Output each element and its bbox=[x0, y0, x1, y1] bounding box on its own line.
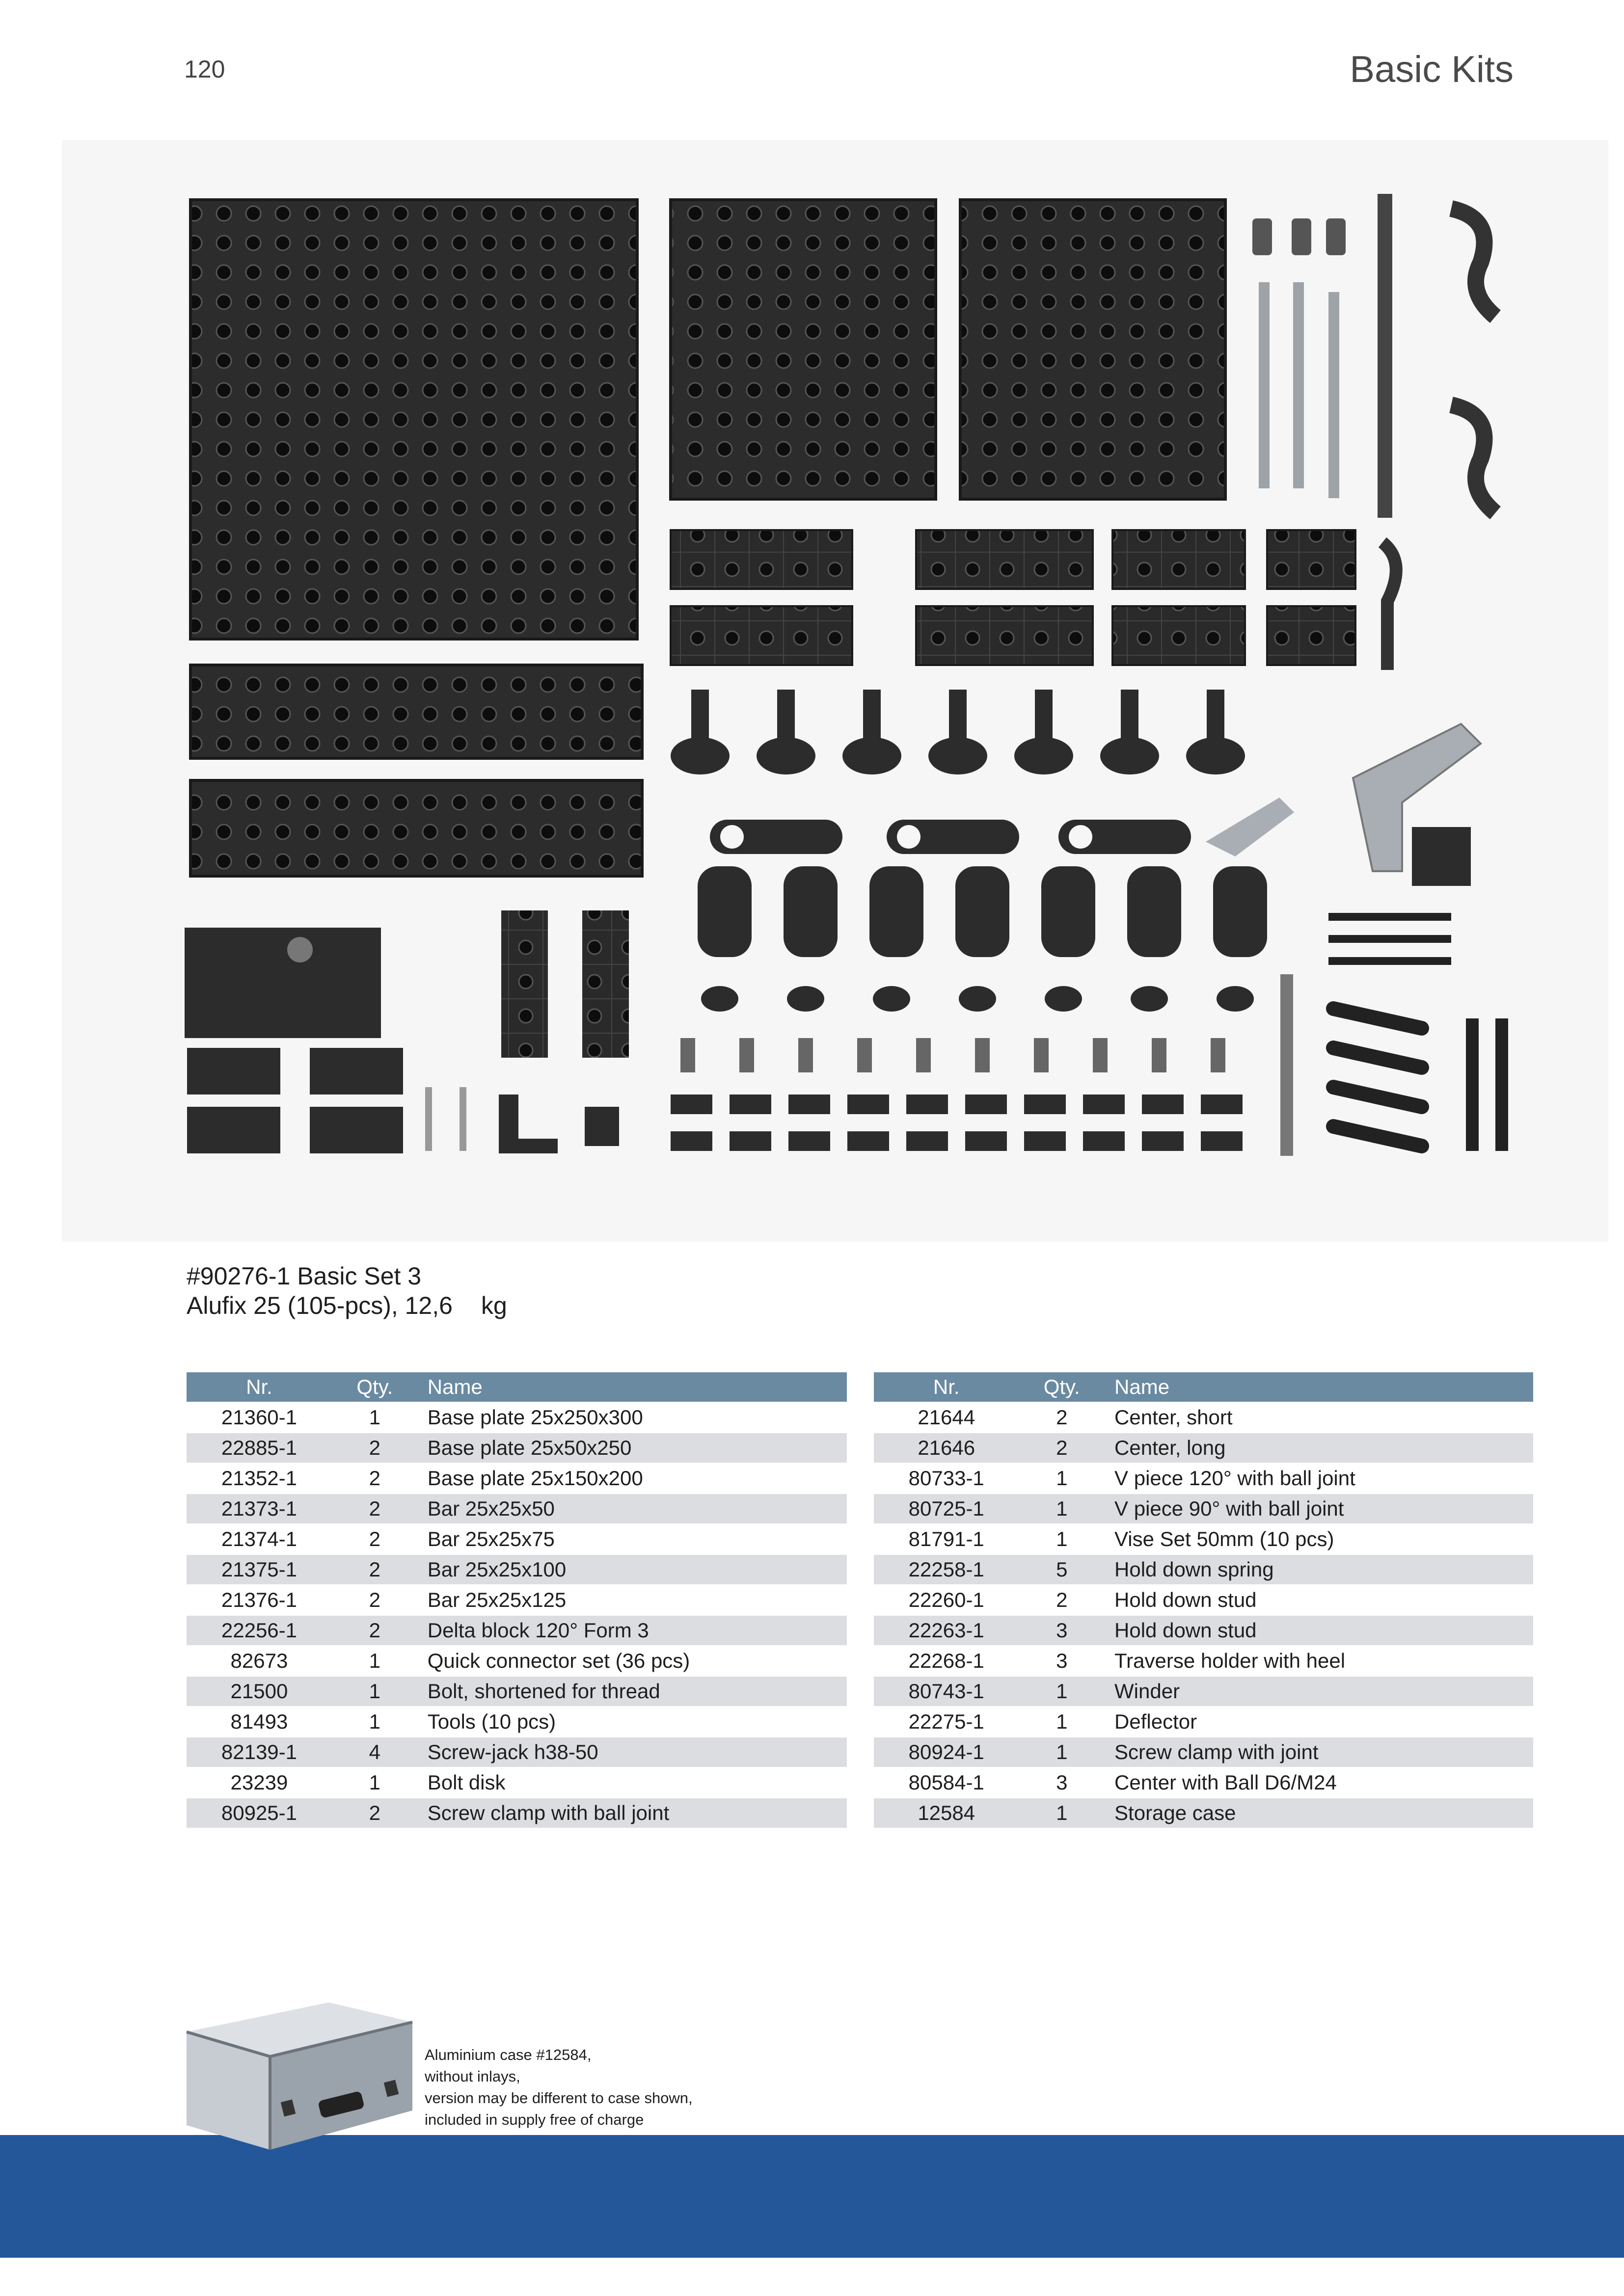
table-row bbox=[187, 1433, 847, 1463]
quick-connector-a-2 bbox=[730, 1095, 771, 1114]
part-name-cell: Center with Ball D6/M24 bbox=[1105, 1767, 1533, 1798]
parts-table-left bbox=[187, 1372, 847, 1828]
swivel-hole-2 bbox=[897, 825, 920, 849]
part-number-cell: 21352-1 bbox=[187, 1463, 332, 1494]
quick-connector-b-9 bbox=[1142, 1131, 1184, 1151]
quantity-cell: 1 bbox=[1019, 1707, 1105, 1737]
part-number-cell: 80925-1 bbox=[187, 1798, 332, 1828]
part-number-cell: 12584 bbox=[874, 1798, 1019, 1828]
quantity-cell: 1 bbox=[1019, 1798, 1105, 1828]
hold-down-spring-4 bbox=[857, 1038, 872, 1072]
part-name-cell: Base plate 25x50x250 bbox=[418, 1433, 847, 1463]
table-row bbox=[874, 1463, 1533, 1494]
hold-down-stud-6 bbox=[1131, 986, 1168, 1012]
screw-jack-2 bbox=[784, 866, 838, 957]
quick-connector-b-8 bbox=[1083, 1131, 1125, 1151]
column-header-nr: Nr. bbox=[187, 1372, 332, 1402]
quantity-cell: 5 bbox=[1019, 1554, 1105, 1585]
part-name-cell: Tools (10 pcs) bbox=[418, 1707, 847, 1737]
quantity-cell: 2 bbox=[332, 1433, 418, 1463]
pin-stem-1 bbox=[691, 690, 709, 744]
part-name-cell: Bar 25x25x75 bbox=[418, 1524, 847, 1554]
bar-1 bbox=[671, 530, 852, 589]
part-name-cell: Winder bbox=[1105, 1676, 1533, 1707]
parts-table-right-body bbox=[874, 1402, 1533, 1828]
pin-stem-3 bbox=[863, 690, 881, 744]
table-row bbox=[874, 1494, 1533, 1524]
quantity-cell: 1 bbox=[1019, 1676, 1105, 1707]
wrench-bar bbox=[1378, 194, 1392, 518]
set-title: #90276-1 Basic Set 3 bbox=[187, 1262, 422, 1290]
bar-6 bbox=[916, 606, 1093, 665]
part-name-cell: Hold down stud bbox=[1105, 1615, 1533, 1646]
table-row bbox=[874, 1433, 1533, 1463]
table-row bbox=[874, 1524, 1533, 1554]
section-title: Basic Kits bbox=[1350, 49, 1514, 90]
tool-bit-2 bbox=[1292, 218, 1311, 255]
part-number-cell: 80584-1 bbox=[874, 1767, 1019, 1798]
hold-down-spring-6 bbox=[975, 1038, 990, 1072]
clamp-lever-2 bbox=[1333, 1048, 1422, 1068]
part-name-cell: Quick connector set (36 pcs) bbox=[418, 1646, 847, 1676]
table-row bbox=[187, 1585, 847, 1615]
set-description: Alufix 25 (105-pcs), 12,6 bbox=[187, 1292, 453, 1319]
part-number-cell: 82139-1 bbox=[187, 1737, 332, 1767]
table-row bbox=[187, 1402, 847, 1433]
aluminium-case-image bbox=[182, 1993, 417, 2182]
base-plate-medium-2 bbox=[960, 200, 1225, 499]
part-name-cell: V piece 120° with ball joint bbox=[1105, 1463, 1533, 1494]
quick-connector-b-1 bbox=[671, 1131, 712, 1151]
tool-bit-3 bbox=[1326, 218, 1346, 255]
center-long-2 bbox=[1495, 1018, 1508, 1151]
v-block-1 bbox=[187, 1048, 280, 1095]
table-row bbox=[874, 1402, 1533, 1433]
hold-down-spring-10 bbox=[1211, 1038, 1225, 1072]
table-row bbox=[874, 1646, 1533, 1676]
vise bbox=[185, 928, 381, 1038]
case-note-line-1: Aluminium case #12584, bbox=[425, 2046, 592, 2063]
hold-down-spring-2 bbox=[739, 1038, 754, 1072]
hook-spanner bbox=[1451, 209, 1495, 513]
delta-block-2 bbox=[582, 910, 629, 1058]
kit-components-illustration bbox=[62, 140, 1608, 1242]
part-name-cell: Base plate 25x150x200 bbox=[418, 1463, 847, 1494]
table-row bbox=[187, 1767, 847, 1798]
delta-block-1 bbox=[501, 910, 548, 1058]
bar-7 bbox=[1112, 606, 1245, 665]
hold-down-spring-5 bbox=[916, 1038, 931, 1072]
part-number-cell: 80725-1 bbox=[874, 1494, 1019, 1524]
base-plate-strip-1 bbox=[190, 665, 642, 758]
quantity-cell: 3 bbox=[1019, 1767, 1105, 1798]
vise-knob bbox=[287, 937, 313, 962]
pin-base-4 bbox=[928, 737, 987, 774]
table-header-row bbox=[874, 1372, 1533, 1402]
tool-rod-1 bbox=[1259, 282, 1270, 488]
table-row bbox=[187, 1554, 847, 1585]
part-number-cell: 82673 bbox=[187, 1646, 332, 1676]
quantity-cell: 1 bbox=[332, 1676, 418, 1707]
table-row bbox=[187, 1615, 847, 1646]
part-name-cell: Storage case bbox=[1105, 1798, 1533, 1828]
hold-down-stud-5 bbox=[1045, 986, 1082, 1012]
table-row bbox=[874, 1615, 1533, 1646]
pin-rod-2 bbox=[460, 1087, 466, 1151]
quick-connector-a-9 bbox=[1142, 1095, 1184, 1114]
quantity-cell: 2 bbox=[332, 1615, 418, 1646]
quantity-cell: 1 bbox=[332, 1767, 418, 1798]
column-header-nr: Nr. bbox=[874, 1372, 1019, 1402]
table-row bbox=[187, 1737, 847, 1767]
case-note-line-4: included in supply free of charge bbox=[425, 2111, 644, 2128]
v-block-2 bbox=[310, 1048, 403, 1095]
part-name-cell: Delta block 120° Form 3 bbox=[418, 1615, 847, 1646]
column-header-name: Name bbox=[1105, 1372, 1533, 1402]
table-row bbox=[187, 1798, 847, 1828]
base-plate-medium-1 bbox=[671, 200, 936, 499]
clamp-lever-3 bbox=[1333, 1087, 1422, 1107]
case-icon bbox=[182, 1993, 417, 2179]
traverse-rod-3 bbox=[1328, 957, 1451, 965]
part-name-cell: Deflector bbox=[1105, 1707, 1533, 1737]
quick-connector-a-5 bbox=[906, 1095, 948, 1114]
screw-clamp-block bbox=[1412, 827, 1471, 886]
pin-base-2 bbox=[757, 737, 815, 774]
quantity-cell: 3 bbox=[1019, 1615, 1105, 1646]
center-long-1 bbox=[1466, 1018, 1479, 1151]
screw-jack-5 bbox=[1041, 866, 1095, 957]
part-name-cell: Bar 25x25x100 bbox=[418, 1554, 847, 1585]
quantity-cell: 2 bbox=[332, 1585, 418, 1615]
part-number-cell: 81791-1 bbox=[874, 1524, 1019, 1554]
quantity-cell: 2 bbox=[332, 1554, 418, 1585]
table-row bbox=[874, 1707, 1533, 1737]
part-name-cell: Hold down stud bbox=[1105, 1585, 1533, 1615]
quick-connector-b-7 bbox=[1024, 1131, 1066, 1151]
pin-base-1 bbox=[671, 737, 730, 774]
quick-connector-b-10 bbox=[1201, 1131, 1243, 1151]
quick-connector-a-10 bbox=[1201, 1095, 1243, 1114]
column-header-qty: Qty. bbox=[332, 1372, 418, 1402]
screw-jack-3 bbox=[869, 866, 923, 957]
pin-base-6 bbox=[1100, 737, 1159, 774]
quick-connector-b-2 bbox=[730, 1131, 771, 1151]
quick-connector-a-1 bbox=[671, 1095, 712, 1114]
table-row bbox=[187, 1646, 847, 1676]
hold-down-spring-7 bbox=[1034, 1038, 1049, 1072]
hold-down-stud-4 bbox=[959, 986, 996, 1012]
v-block-3 bbox=[187, 1107, 280, 1153]
part-number-cell: 21360-1 bbox=[187, 1402, 332, 1433]
part-number-cell: 21644 bbox=[874, 1402, 1019, 1433]
part-number-cell: 21373-1 bbox=[187, 1494, 332, 1524]
hold-down-stud-1 bbox=[701, 986, 738, 1012]
screw-jack-7 bbox=[1213, 866, 1267, 957]
hold-down-spring-3 bbox=[798, 1038, 813, 1072]
part-name-cell: V piece 90° with ball joint bbox=[1105, 1494, 1533, 1524]
quantity-cell: 1 bbox=[1019, 1463, 1105, 1494]
bar-4 bbox=[1267, 530, 1355, 589]
hold-down-stud-3 bbox=[873, 986, 910, 1012]
quick-connector-b-6 bbox=[965, 1131, 1007, 1151]
weight-unit: kg bbox=[481, 1292, 507, 1319]
page-number: 120 bbox=[184, 55, 225, 83]
bar-3 bbox=[1112, 530, 1245, 589]
part-number-cell: 22256-1 bbox=[187, 1615, 332, 1646]
quantity-cell: 2 bbox=[332, 1524, 418, 1554]
screw-jack-4 bbox=[955, 866, 1009, 957]
part-name-cell: Center, short bbox=[1105, 1402, 1533, 1433]
clamp-lever-1 bbox=[1333, 1009, 1422, 1028]
swivel-hole-3 bbox=[1069, 825, 1092, 849]
base-plate-large bbox=[190, 200, 637, 639]
part-number-cell: 80733-1 bbox=[874, 1463, 1019, 1494]
column-header-name: Name bbox=[418, 1372, 847, 1402]
part-number-cell: 22268-1 bbox=[874, 1646, 1019, 1676]
v-block-4 bbox=[310, 1107, 403, 1153]
quantity-cell: 3 bbox=[1019, 1646, 1105, 1676]
part-number-cell: 22258-1 bbox=[874, 1554, 1019, 1585]
pin-stem-6 bbox=[1121, 690, 1138, 744]
part-name-cell: Vise Set 50mm (10 pcs) bbox=[1105, 1524, 1533, 1554]
part-number-cell: 21500 bbox=[187, 1676, 332, 1707]
quantity-cell: 1 bbox=[1019, 1737, 1105, 1767]
pin-stem-7 bbox=[1207, 690, 1224, 744]
part-number-cell: 21646 bbox=[874, 1433, 1019, 1463]
pin-base-3 bbox=[842, 737, 901, 774]
quantity-cell: 1 bbox=[1019, 1524, 1105, 1554]
pin-rod-1 bbox=[425, 1087, 432, 1151]
case-note-line-2: without inlays, bbox=[425, 2068, 520, 2085]
part-number-cell: 21374-1 bbox=[187, 1524, 332, 1554]
part-name-cell: Screw-jack h38-50 bbox=[418, 1737, 847, 1767]
quantity-cell: 2 bbox=[332, 1463, 418, 1494]
case-note-line-3: version may be different to case shown, bbox=[425, 2089, 693, 2107]
table-row bbox=[874, 1737, 1533, 1767]
screw-jack-6 bbox=[1127, 866, 1181, 957]
bar-5 bbox=[671, 606, 852, 665]
column-header-qty: Qty. bbox=[1019, 1372, 1105, 1402]
part-number-cell: 22275-1 bbox=[874, 1707, 1019, 1737]
hold-down-stud-7 bbox=[1217, 986, 1254, 1012]
quick-connector-b-3 bbox=[788, 1131, 830, 1151]
quantity-cell: 1 bbox=[1019, 1494, 1105, 1524]
table-row bbox=[187, 1707, 847, 1737]
quick-connector-a-7 bbox=[1024, 1095, 1066, 1114]
swivel-hole-1 bbox=[720, 825, 744, 849]
table-header-row bbox=[187, 1372, 847, 1402]
part-number-cell: 22263-1 bbox=[874, 1615, 1019, 1646]
part-name-cell: Center, long bbox=[1105, 1433, 1533, 1463]
deflector bbox=[585, 1107, 619, 1146]
part-name-cell: Bolt, shortened for thread bbox=[418, 1676, 847, 1707]
product-photo bbox=[62, 140, 1608, 1242]
table-row bbox=[187, 1524, 847, 1554]
bar-2 bbox=[916, 530, 1093, 589]
center-short-column bbox=[1280, 974, 1293, 1156]
part-number-cell: 80743-1 bbox=[874, 1676, 1019, 1707]
parts-table-left-body bbox=[187, 1402, 847, 1828]
part-number-cell: 21375-1 bbox=[187, 1554, 332, 1585]
part-name-cell: Base plate 25x250x300 bbox=[418, 1402, 847, 1433]
quick-connector-a-4 bbox=[847, 1095, 889, 1114]
bolt-disk-holder bbox=[499, 1095, 558, 1153]
hold-down-stud-2 bbox=[787, 986, 824, 1012]
bar-8 bbox=[1267, 606, 1355, 665]
table-row bbox=[874, 1767, 1533, 1798]
pin-stem-2 bbox=[777, 690, 795, 744]
part-name-cell: Bar 25x25x50 bbox=[418, 1494, 847, 1524]
traverse-rod-1 bbox=[1328, 913, 1451, 921]
part-name-cell: Bolt disk bbox=[418, 1767, 847, 1798]
traverse-rod-2 bbox=[1328, 935, 1451, 943]
quick-connector-a-6 bbox=[965, 1095, 1007, 1114]
quick-connector-b-4 bbox=[847, 1131, 889, 1151]
tool-bit-1 bbox=[1252, 218, 1272, 255]
table-row bbox=[874, 1554, 1533, 1585]
part-name-cell: Screw clamp with joint bbox=[1105, 1737, 1533, 1767]
tool-rod-2 bbox=[1293, 282, 1304, 488]
quantity-cell: 1 bbox=[332, 1402, 418, 1433]
hold-down-spring-8 bbox=[1093, 1038, 1108, 1072]
quantity-cell: 1 bbox=[332, 1646, 418, 1676]
part-number-cell: 22260-1 bbox=[874, 1585, 1019, 1615]
screw-clamp-small bbox=[1206, 798, 1294, 856]
pin-base-5 bbox=[1014, 737, 1073, 774]
quantity-cell: 4 bbox=[332, 1737, 418, 1767]
part-number-cell: 21376-1 bbox=[187, 1585, 332, 1615]
table-row bbox=[187, 1676, 847, 1707]
part-name-cell: Bar 25x25x125 bbox=[418, 1585, 847, 1615]
set-subtitle bbox=[187, 1291, 507, 1320]
pin-stem-5 bbox=[1035, 690, 1053, 744]
pin-stem-4 bbox=[949, 690, 967, 744]
quantity-cell: 2 bbox=[332, 1798, 418, 1828]
open-spanner bbox=[1382, 542, 1396, 670]
pin-base-7 bbox=[1186, 737, 1245, 774]
part-number-cell: 81493 bbox=[187, 1707, 332, 1737]
quick-connector-b-5 bbox=[906, 1131, 948, 1151]
hold-down-spring-1 bbox=[680, 1038, 695, 1072]
base-plate-strip-2 bbox=[190, 780, 642, 876]
quantity-cell: 2 bbox=[1019, 1585, 1105, 1615]
quantity-cell: 2 bbox=[1019, 1433, 1105, 1463]
quantity-cell: 2 bbox=[332, 1494, 418, 1524]
part-number-cell: 23239 bbox=[187, 1767, 332, 1798]
tool-rod-3 bbox=[1328, 292, 1339, 498]
quick-connector-a-3 bbox=[788, 1095, 830, 1114]
case-note bbox=[425, 2044, 693, 2131]
table-row bbox=[187, 1494, 847, 1524]
screw-jack-1 bbox=[698, 866, 752, 957]
part-name-cell: Hold down spring bbox=[1105, 1554, 1533, 1585]
table-row bbox=[874, 1676, 1533, 1707]
table-row bbox=[874, 1585, 1533, 1615]
part-number-cell: 22885-1 bbox=[187, 1433, 332, 1463]
hold-down-spring-9 bbox=[1152, 1038, 1166, 1072]
parts-table-right bbox=[874, 1372, 1533, 1828]
set-heading bbox=[187, 1261, 507, 1320]
quick-connector-a-8 bbox=[1083, 1095, 1125, 1114]
part-number-cell: 80924-1 bbox=[874, 1737, 1019, 1767]
clamp-lever-4 bbox=[1333, 1126, 1422, 1146]
part-name-cell: Screw clamp with ball joint bbox=[418, 1798, 847, 1828]
part-name-cell: Traverse holder with heel bbox=[1105, 1646, 1533, 1676]
table-row bbox=[874, 1798, 1533, 1828]
table-row bbox=[187, 1463, 847, 1494]
quantity-cell: 1 bbox=[332, 1707, 418, 1737]
quantity-cell: 2 bbox=[1019, 1402, 1105, 1433]
